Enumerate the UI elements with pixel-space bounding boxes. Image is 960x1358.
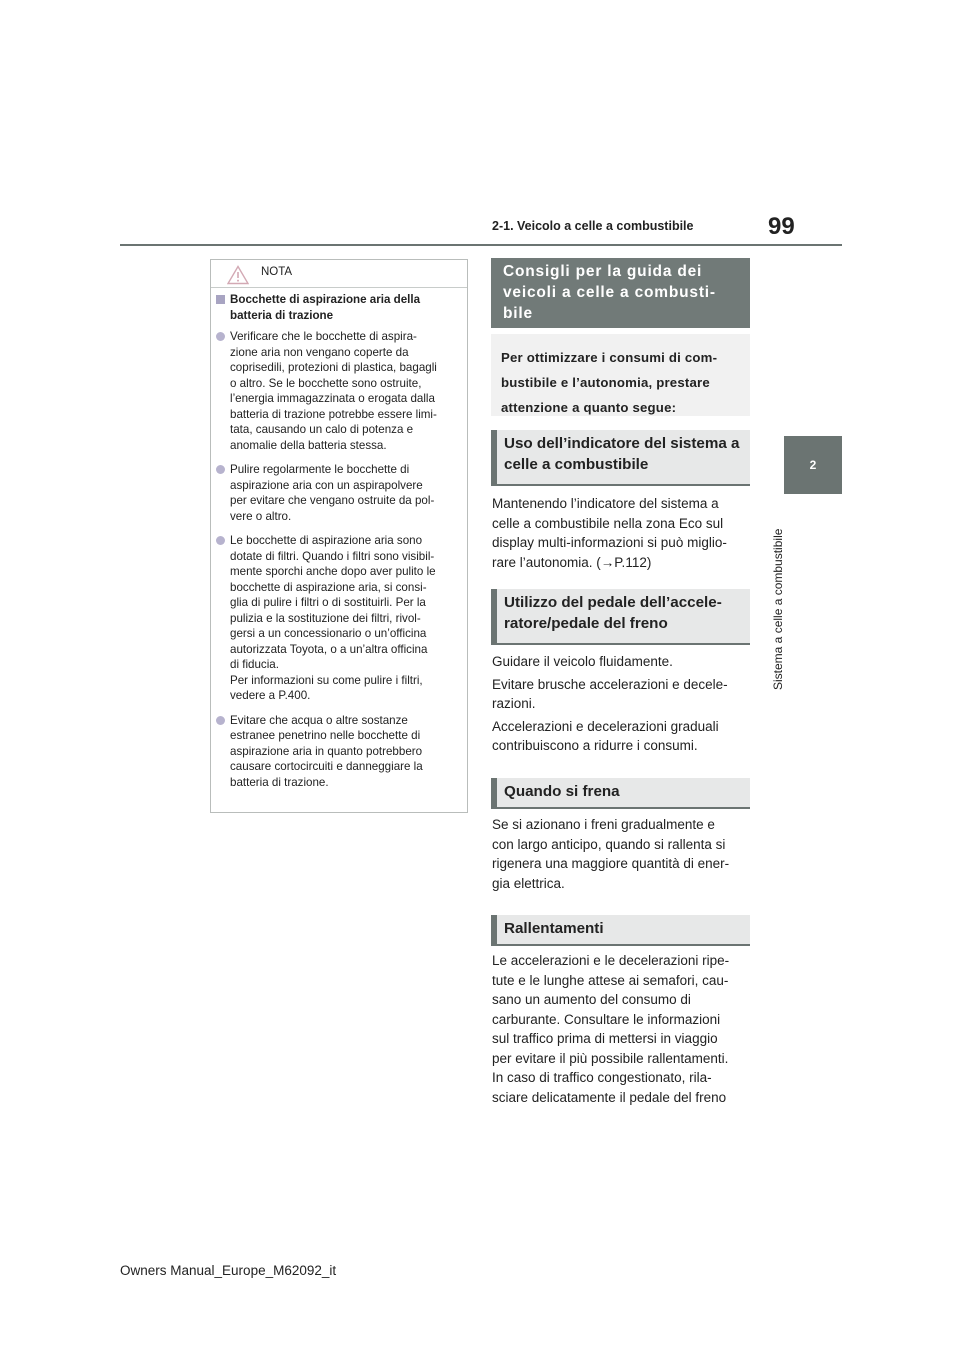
notice-bullet-text: Pulire regolarmente le bocchette di aspirazione aria con un aspirapolvere per evitare che vengano ostruite da pol- vere o altro. (230, 463, 435, 523)
notice-content (216, 292, 460, 799)
paragraph: Evitare brusche accelerazioni e decele- razioni. (492, 676, 728, 711)
notice-bullet (216, 329, 460, 453)
subheading-slowdowns (491, 915, 750, 946)
bullet-dot-icon (216, 332, 225, 341)
page-number: 99 (768, 213, 795, 240)
notice-bullet-text: Evitare che acqua o altre sostanze estranee penetrino nelle bocchette di aspirazione aria in quanto potrebbero causare cortocircuiti e danneggiare la batteria di trazione. (230, 713, 423, 789)
header-divider (120, 244, 842, 246)
section-body-pedals (492, 652, 754, 759)
main-heading-box (491, 258, 750, 328)
notice-heading (216, 292, 460, 323)
chapter-title-vertical: Sistema a celle a combustibile (771, 528, 785, 690)
notice-divider (211, 287, 467, 288)
paragraph: Guidare il veicolo fluidamente. (492, 654, 673, 669)
subheading-text: Utilizzo del pedale dell’accele-ratore/pedale del freno (504, 594, 722, 632)
notice-bullet (216, 713, 460, 791)
notice-heading-text: Bocchette di aspirazione aria della batteria di trazione (230, 293, 421, 322)
footer-document-id: Owners Manual_Europe_M62092_it (120, 1263, 337, 1278)
paragraph: Se si azionano i freni gradualmente e con largo anticipo, quando si rallenta si rigenera una maggiore quantità di ener- gia elettrica. (492, 817, 730, 891)
paragraph: Le accelerazioni e le decelerazioni ripe- tute e le lunghe attese ai semafori, cau- sano un aumento del consumo di carburante. Consultare le informazioni sul traffico prima di mettersi in viaggio per evitare il più possibile rallentamenti. In caso di traffico congestionato, rila- sciare delicatamente il pedale del freno (492, 953, 730, 1105)
intro-text: Per ottimizzare i consumi di com- bustibile e l’autonomia, prestare attenzione a quanto segue: (501, 350, 718, 415)
notice-bullet (216, 533, 460, 704)
section-body-braking (492, 815, 754, 896)
subheading-braking (491, 778, 750, 809)
subheading-text: Uso dell’indicatore del sistema a celle a combustibile (504, 435, 740, 473)
notice-label: NOTA (261, 266, 293, 278)
section-body-fuel-cell-indicator (492, 494, 754, 575)
intro-box (491, 334, 750, 416)
chapter-tab[interactable]: 2 (784, 436, 842, 494)
section-body-slowdowns (492, 951, 754, 1110)
notice-header (211, 260, 467, 286)
notice-bullet-text: Verificare che le bocchette di aspira- zione aria non vengano coperte da coprisedili, protezioni di plastica, bagagli o altro. Se le bocchette sono ostruite, l’energia immagazzinata o erogata dalla batteria di trazione potrebbe essere limi- tata, causando un calo di potenza e anomalie della batteria stessa. (230, 330, 437, 452)
section-title: 2-1. Veicolo a celle a combustibile (492, 219, 694, 233)
warning-triangle-icon (227, 265, 249, 285)
subheading-fuel-cell-indicator (491, 430, 750, 486)
notice-box (210, 259, 468, 813)
paragraph: Mantenendo l’indicatore del sistema a celle a combustibile nella zona Eco sul display multi-informazioni si può miglio- rare l’autonomia. (→P.112) (492, 496, 727, 570)
notice-bullet-text: Le bocchette di aspirazione aria sono dotate di filtri. Quando i filtri sono visibil- mente sporchi anche dopo aver pulito le bocchette di aspirazione aria, si consi- glia di pulire i filtri o di sostituirli. Per la pulizia e la sostituzione dei filtri, rivol- gersi a un concessionario o un’officina autorizzata Toyota, o a un’altra officina di fiducia. Per informazioni su come pulire i filtri, vedere a P.400. (230, 534, 436, 702)
subheading-text: Quando si frena (504, 783, 620, 800)
bullet-dot-icon (216, 465, 225, 474)
paragraph: Accelerazioni e decelerazioni graduali contribuiscono a ridurre i consumi. (492, 718, 719, 753)
main-heading: Consigli per la guida dei veicoli a celle a combusti-bile (503, 263, 716, 322)
notice-bullet (216, 462, 460, 524)
square-bullet-icon (216, 295, 225, 304)
bullet-dot-icon (216, 536, 225, 545)
subheading-text: Rallentamenti (504, 920, 604, 937)
bullet-dot-icon (216, 716, 225, 725)
subheading-pedals (491, 589, 750, 645)
